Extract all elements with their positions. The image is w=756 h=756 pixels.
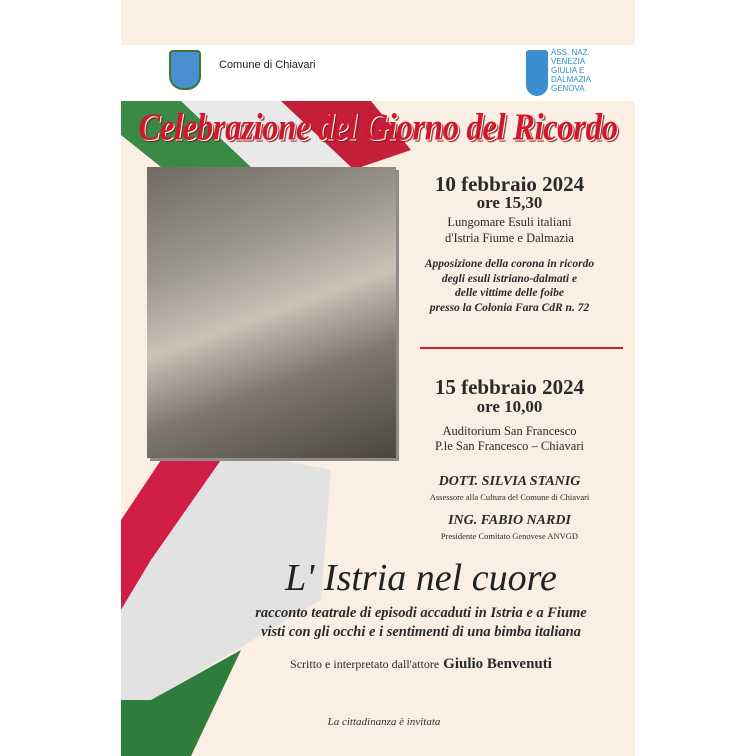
- anvgd-logo-text: ASS. NAZ. VENEZIA GIULIA E DALMAZIA GENOVA: [551, 48, 591, 93]
- speaker2-role: Presidente Comitato Genovese ANVGD: [440, 531, 579, 541]
- event2-place1: Auditorium San Francesco: [442, 424, 577, 438]
- event1-place1: Lungomare Esuli italiani: [447, 215, 572, 229]
- event1-place2: d'Istria Fiume e Dalmazia: [445, 231, 574, 245]
- chiavari-coat-of-arms-icon: [169, 50, 201, 90]
- show-subtitle1: racconto teatrale di episodi accaduti in Istria e a Fiume: [255, 605, 587, 621]
- divider: [420, 347, 623, 349]
- credit-label: Scritto e interpretato dall'attore: [290, 657, 440, 671]
- speaker1-name: DOTT. SILVIA STANIG: [438, 474, 581, 489]
- event1-time: ore 15,30: [476, 193, 543, 212]
- anvgd-logo-icon: [526, 50, 548, 96]
- footer-invitation: La cittadinanza è invitata: [327, 716, 441, 728]
- poster-title: Celebrazione del Giorno del Ricordo: [138, 107, 618, 149]
- poster: [121, 0, 635, 756]
- speaker1-role: Assessore alla Cultura del Comune di Chiavari: [429, 492, 590, 502]
- event2-place2: P.le San Francesco – Chiavari: [435, 439, 584, 453]
- desc-line: delle vittime delle foibe: [455, 287, 564, 299]
- historic-photo: [147, 167, 396, 458]
- desc-line: degli esuli istriano-dalmati e: [441, 272, 578, 285]
- event1-description: [397, 257, 622, 315]
- speaker2-name: ING. FABIO NARDI: [448, 513, 571, 528]
- desc-line: Apposizione della corona in ricordo: [424, 258, 595, 270]
- show-subtitle2: visti con gli occhi e i sentimenti di una bimba italiana: [261, 624, 581, 640]
- event2-date: 15 febbraio 2024: [434, 375, 585, 399]
- actor-name: Giulio Benvenuti: [443, 656, 552, 672]
- show-credit: [231, 655, 611, 673]
- municipality-label: Comune di Chiavari: [219, 59, 316, 71]
- event2-time: ore 10,00: [476, 397, 543, 416]
- event1-date: 10 febbraio 2024: [434, 172, 585, 196]
- desc-line: presso la Colonia Fara CdR n. 72: [429, 301, 590, 314]
- show-title: L' Istria nel cuore: [285, 557, 557, 599]
